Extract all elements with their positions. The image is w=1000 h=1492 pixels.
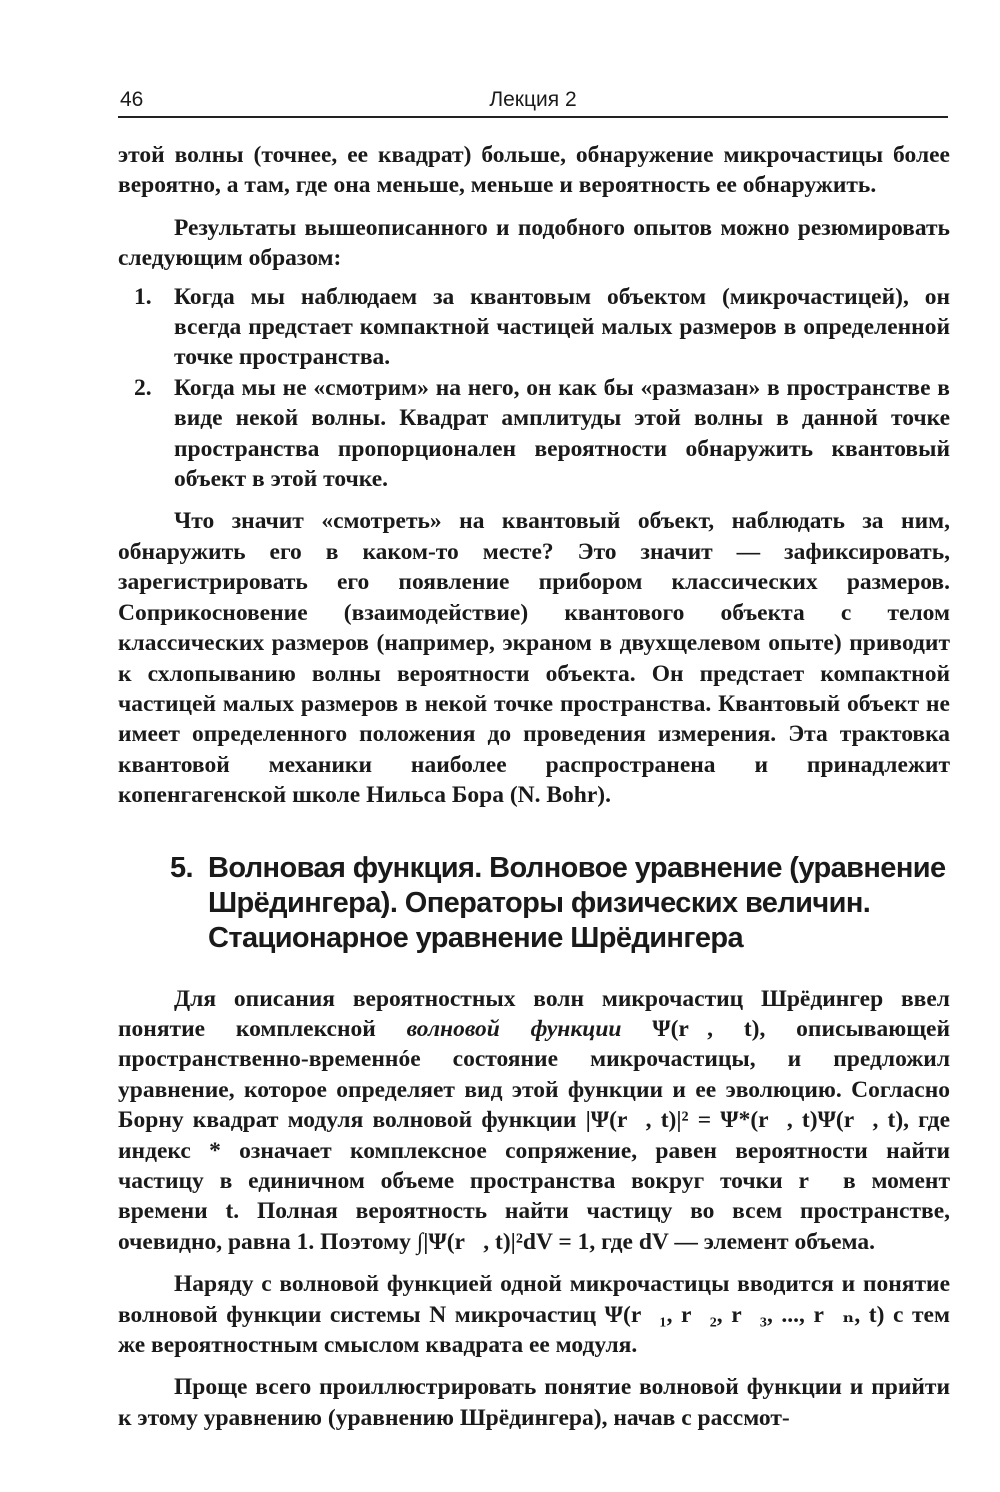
paragraph-observation: Что значит «смотреть» на квантовый объект, наблюдать за ним, обнаружить его в каком-то месте? Это значит — зафиксировать, зарегистрировать его появление прибором классических размеров. Соприкосновение (взаимодействие) квантового объекта с телом классических размеров (например, экраном в двухщелевом опыте) приводит к схлопыванию волны вероятности объекта. Он предстает компактной частицей малых размеров в некой точке пространства. Квантовый объект не имеет определенного положения до проведения измерения. Эта трактовка квантовой механики наиболее распространена и принадлежит копенгагенской школе Нильса Бора (N. Bohr).: [118, 508, 950, 809]
list-item: [118, 373, 950, 495]
section-heading: [118, 851, 950, 956]
wave-function-term: волновой функции: [406, 1015, 622, 1042]
paragraph-system-wave-function: Наряду с волновой функцией одной микрочастицы вводится и понятие волновой функции системы N микрочастиц Ψ(r⃗₁, r⃗₂, r⃗₃, ..., r⃗ₙ, t) с тем же вероятностным смыслом квадрата ее модуля.: [118, 1271, 950, 1358]
page-body: [118, 140, 950, 1433]
paragraph-wave-function: [118, 984, 950, 1258]
page-number: 46: [120, 88, 144, 111]
paragraph-illustration: Проще всего проиллюстрировать понятие волновой функции и прийти к этому уравнению (уравнению Шрёдингера), начав с рассмот-: [118, 1374, 950, 1431]
page-header: [118, 84, 948, 118]
list-item-number: 2.: [134, 374, 152, 401]
paragraph-summary-intro: Результаты вышеописанного и подобного опытов можно резюмировать следующим образом:: [118, 214, 950, 272]
list-item-text: Когда мы не «смотрим» на него, он как бы «размазан» в пространстве в виде некой волны. Квадрат амплитуды этой волны в данной точке пространства пропорционален вероятности обнаружить квантовый объект в этой точке.: [174, 374, 950, 493]
wave-function-text-a: Для описания вероятностных волн микрочастиц Шрёдингер ввел понятие комплексной: [118, 985, 950, 1042]
section-number: 5.: [170, 851, 193, 884]
section-title: Волновая функция. Волновое уравнение (уравнение Шрёдингера). Операторы физических величин. Стационарное уравнение Шрёдингера: [208, 851, 946, 954]
list-item-text: Когда мы наблюдаем за квантовым объектом (микрочастицей), он всегда предстает компактной частицей малых размеров в определенной точке пространства.: [174, 283, 950, 371]
running-title: Лекция 2: [489, 88, 577, 111]
summary-list: [118, 282, 950, 495]
list-item-number: 1.: [134, 283, 152, 310]
wave-function-text-b: Ψ(r⃗, t), описывающей пространственно-временнóе состояние микрочастицы, и предложил уравнение, которое определяет вид этой функции и ее эволюцию. Согласно Борну квадрат модуля волновой функции |Ψ(r⃗, t)|² = Ψ*(r⃗, t)Ψ(r⃗, t), где индекс * означает комплексное сопряжение, равен вероятности найти частицу в единичном объеме пространства вокруг точки r⃗ в момент времени t. Полная вероятность найти частицу во всем пространстве, очевидно, равна 1. Поэтому ∫|Ψ(r⃗, t)|²dV = 1, где dV — элемент объема.: [118, 1015, 951, 1255]
list-item: [118, 282, 950, 373]
paragraph-continued: этой волны (точнее, ее квадрат) больше, обнаружение микрочастицы более вероятно, а там, где она меньше, меньше и вероятность ее обнаружить.: [118, 142, 950, 199]
